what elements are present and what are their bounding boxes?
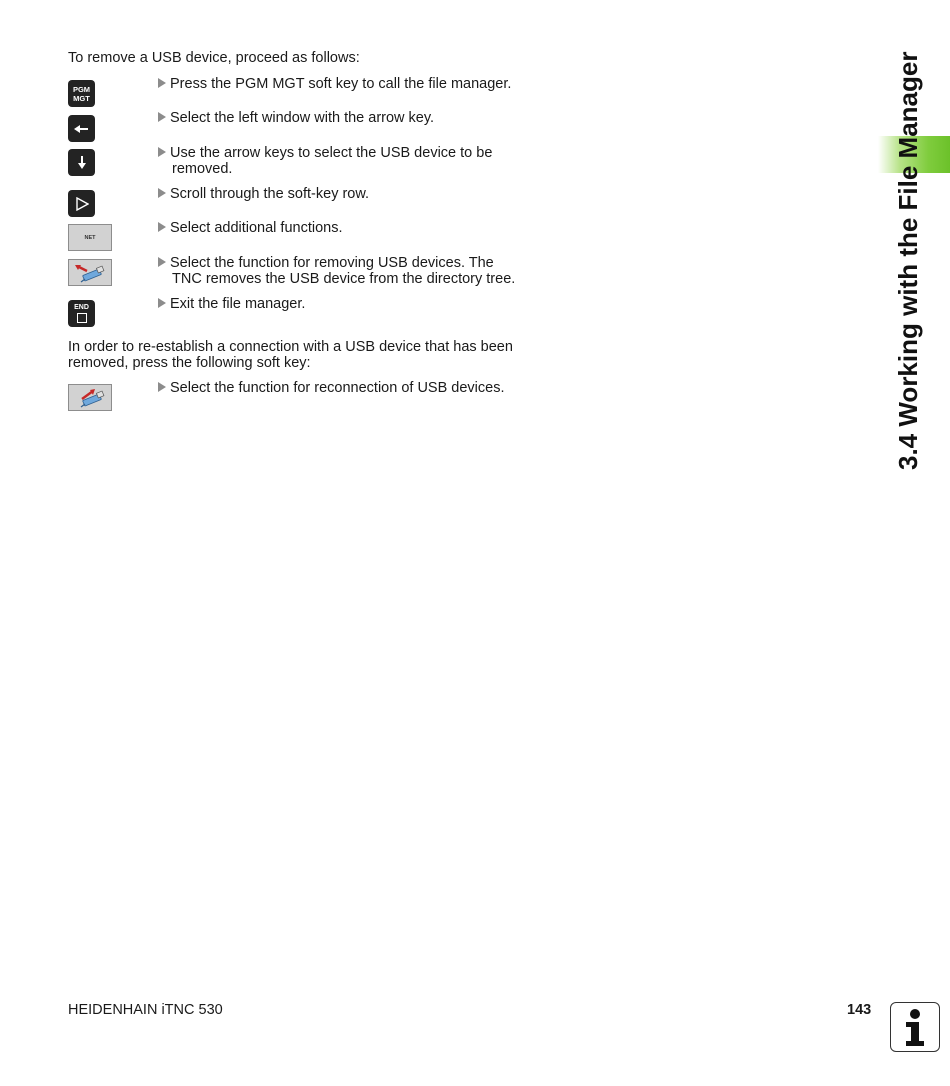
arrow-down-icon bbox=[77, 155, 87, 170]
next-softkey-row-key bbox=[68, 190, 95, 217]
usb-remove-softkey bbox=[68, 259, 112, 286]
reconnect-intro-line2: removed, press the following soft key: bbox=[68, 355, 311, 371]
mgt-label: MGT bbox=[73, 93, 90, 103]
step-3-text-line1: Use the arrow keys to select the USB device to be bbox=[170, 145, 493, 161]
step-6-text-line2: TNC removes the USB device from the directory tree. bbox=[172, 271, 516, 287]
step-arrow-icon bbox=[158, 298, 166, 308]
step-7-text: Exit the file manager. bbox=[170, 296, 306, 312]
step-2 bbox=[158, 110, 528, 126]
step-7 bbox=[158, 296, 528, 312]
step-5 bbox=[158, 220, 528, 236]
step-3 bbox=[158, 145, 528, 177]
info-icon bbox=[890, 1002, 940, 1052]
reconnect-intro bbox=[68, 339, 528, 371]
step-1 bbox=[158, 76, 528, 92]
step-arrow-icon bbox=[158, 257, 166, 267]
intro-text: To remove a USB device, proceed as follows: bbox=[68, 50, 360, 66]
step-arrow-icon bbox=[158, 112, 166, 122]
arrow-down-key bbox=[68, 149, 95, 176]
arrow-left-icon bbox=[74, 124, 89, 134]
usb-reconnect-softkey bbox=[68, 384, 112, 411]
net-label: NET bbox=[84, 234, 96, 241]
reconnect-intro-line1: In order to re-establish a connection with a USB device that has been bbox=[68, 339, 513, 355]
arrow-left-key bbox=[68, 115, 95, 142]
footer-product: HEIDENHAIN iTNC 530 bbox=[68, 1002, 223, 1018]
step-6-text-line1: Select the function for removing USB devices. The bbox=[170, 255, 494, 271]
pgm-label: PGM bbox=[72, 84, 91, 94]
step-arrow-icon bbox=[158, 382, 166, 392]
triangle-right-icon bbox=[75, 197, 89, 211]
step-3-text-line2: removed. bbox=[172, 161, 233, 177]
reconnect-step-text: Select the function for reconnection of USB devices. bbox=[170, 380, 505, 396]
step-arrow-icon bbox=[158, 147, 166, 157]
end-key bbox=[68, 300, 95, 327]
square-icon bbox=[77, 313, 87, 323]
usb-reconnect-icon bbox=[73, 387, 107, 409]
step-5-text: Select additional functions. bbox=[170, 220, 343, 236]
page-number: 143 bbox=[847, 1002, 872, 1018]
step-arrow-icon bbox=[158, 222, 166, 232]
info-glyph bbox=[891, 1003, 938, 1050]
net-softkey bbox=[68, 224, 112, 251]
pgm-mgt-key bbox=[68, 80, 95, 107]
end-label: END bbox=[74, 304, 89, 311]
reconnect-step bbox=[158, 380, 528, 396]
step-4-text: Scroll through the soft-key row. bbox=[170, 186, 370, 202]
step-4 bbox=[158, 186, 528, 202]
step-6 bbox=[158, 255, 528, 287]
step-arrow-icon bbox=[158, 188, 166, 198]
usb-remove-icon bbox=[73, 262, 107, 284]
step-arrow-icon bbox=[158, 78, 166, 88]
chapter-title: 3.4 Working with the File Manager bbox=[893, 51, 923, 470]
step-1-text: Press the PGM MGT soft key to call the file manager. bbox=[170, 76, 512, 92]
step-2-text: Select the left window with the arrow key. bbox=[170, 110, 435, 126]
